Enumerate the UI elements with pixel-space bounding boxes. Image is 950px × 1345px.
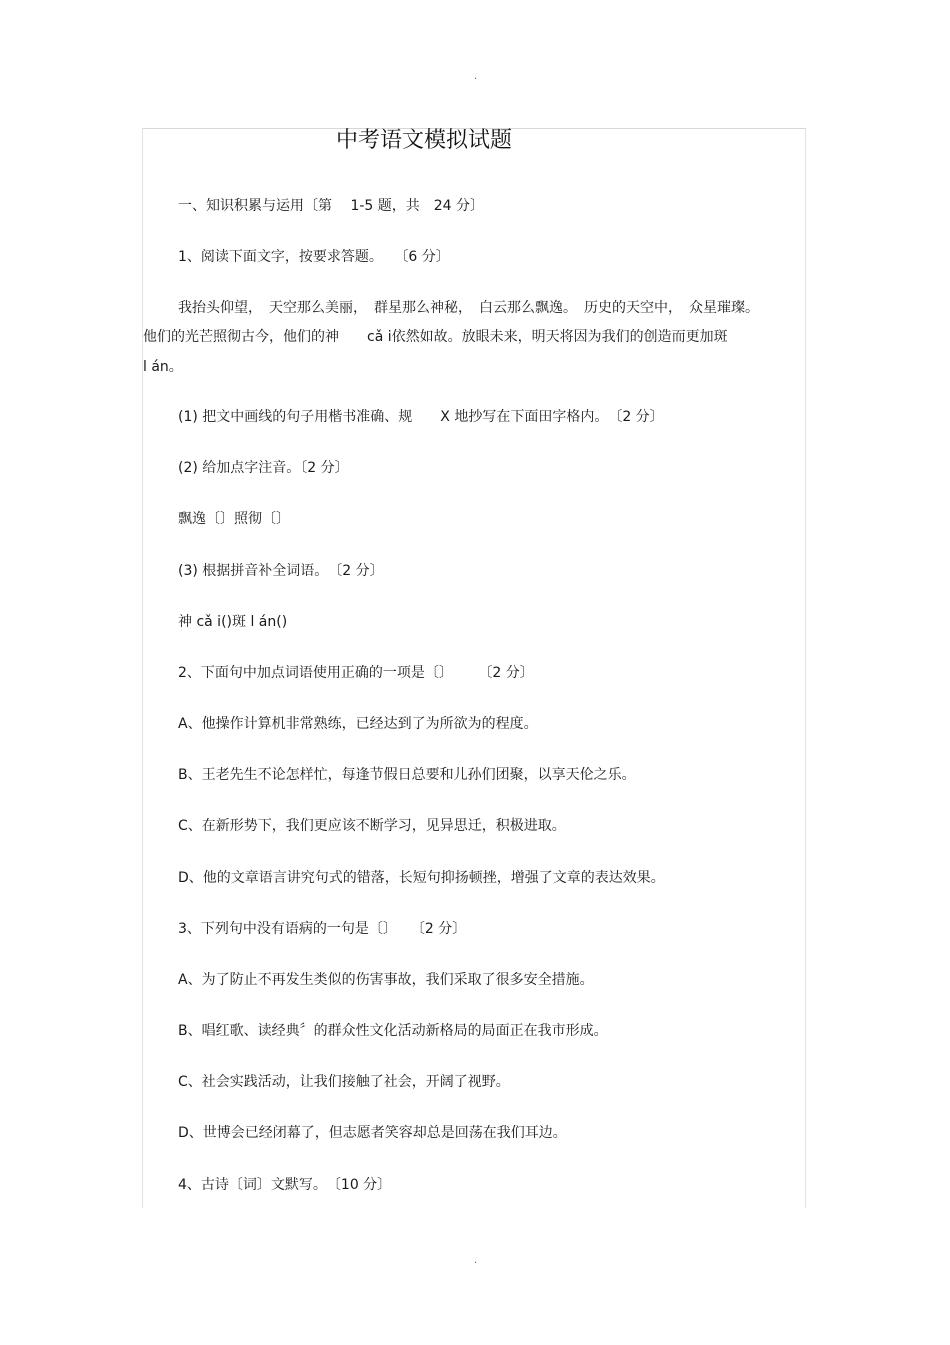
header-dot: .	[474, 71, 478, 82]
passage-line-2: 他们的光芒照彻古今，他们的神 cǎ i依然如故。放眼未来，明天将因为我们的创造而更加斑	[143, 329, 728, 345]
footer-dot: .	[474, 1255, 478, 1266]
question-1-sub-1: (1) 把文中画线的句子用楷书准确、规 X 地抄写在下面田字格内。 〔2 分〕	[178, 409, 664, 425]
question-3-option-b: B、唱红歌、读经典〞的群众性文化活动新格局的局面正在我市形成。	[178, 1023, 608, 1039]
question-2-option-a: A、他操作计算机非常熟练，已经达到了为所欲为的程度。	[178, 716, 538, 732]
question-2-option-d: D、他的文章语言讲究句式的错落，长短句抑扬顿挫，增强了文章的表达效果。	[178, 870, 665, 886]
question-3-option-a: A、为了防止不再发生类似的伤害事故，我们采取了很多安全措施。	[178, 972, 594, 988]
section-heading: 一、知识积累与运用〔第 1-5 题，共 24 分〕	[178, 198, 485, 214]
question-3-prompt: 3、下列句中没有语病的一句是〔〕 〔2 分〕	[178, 921, 467, 937]
question-2-prompt: 2、下面句中加点词语使用正确的一项是〔〕 〔2 分〕	[178, 665, 534, 681]
question-1-sub-2: (2) 给加点字注音。〔2 分〕	[178, 460, 349, 476]
passage-line-3: l án。	[143, 359, 183, 375]
question-1-sub-3-items: 神 cǎ i()斑 l án()	[178, 614, 288, 630]
question-3-option-d: D、世博会已经闭幕了，但志愿者笑容却总是回荡在我们耳边。	[178, 1125, 567, 1141]
question-2-option-c: C、在新形势下，我们更应该不断学习，见异思迁，积极进取。	[178, 818, 566, 834]
passage-line-1: 我抬头仰望， 天空那么美丽， 群星那么神秘， 白云那么飘逸。 历史的天空中， 众星璀璨。	[178, 300, 759, 316]
question-3-option-c: C、社会实践活动，让我们接触了社会，开阔了视野。	[178, 1074, 510, 1090]
page-title: 中考语文模拟试题	[336, 128, 513, 153]
question-4-prompt: 4、古诗〔词〕文默写。 〔10 分〕	[178, 1177, 392, 1193]
question-1-sub-2-items: 飘逸〔〕照彻〔〕	[178, 511, 290, 527]
question-1-prompt: 1、阅读下面文字，按要求答题。 〔6 分〕	[178, 249, 450, 265]
question-1-sub-3: (3) 根据拼音补全词语。 〔2 分〕	[178, 563, 384, 579]
question-2-option-b: B、王老先生不论怎样忙，每逢节假日总要和儿孙们团聚，以享天伦之乐。	[178, 767, 636, 783]
